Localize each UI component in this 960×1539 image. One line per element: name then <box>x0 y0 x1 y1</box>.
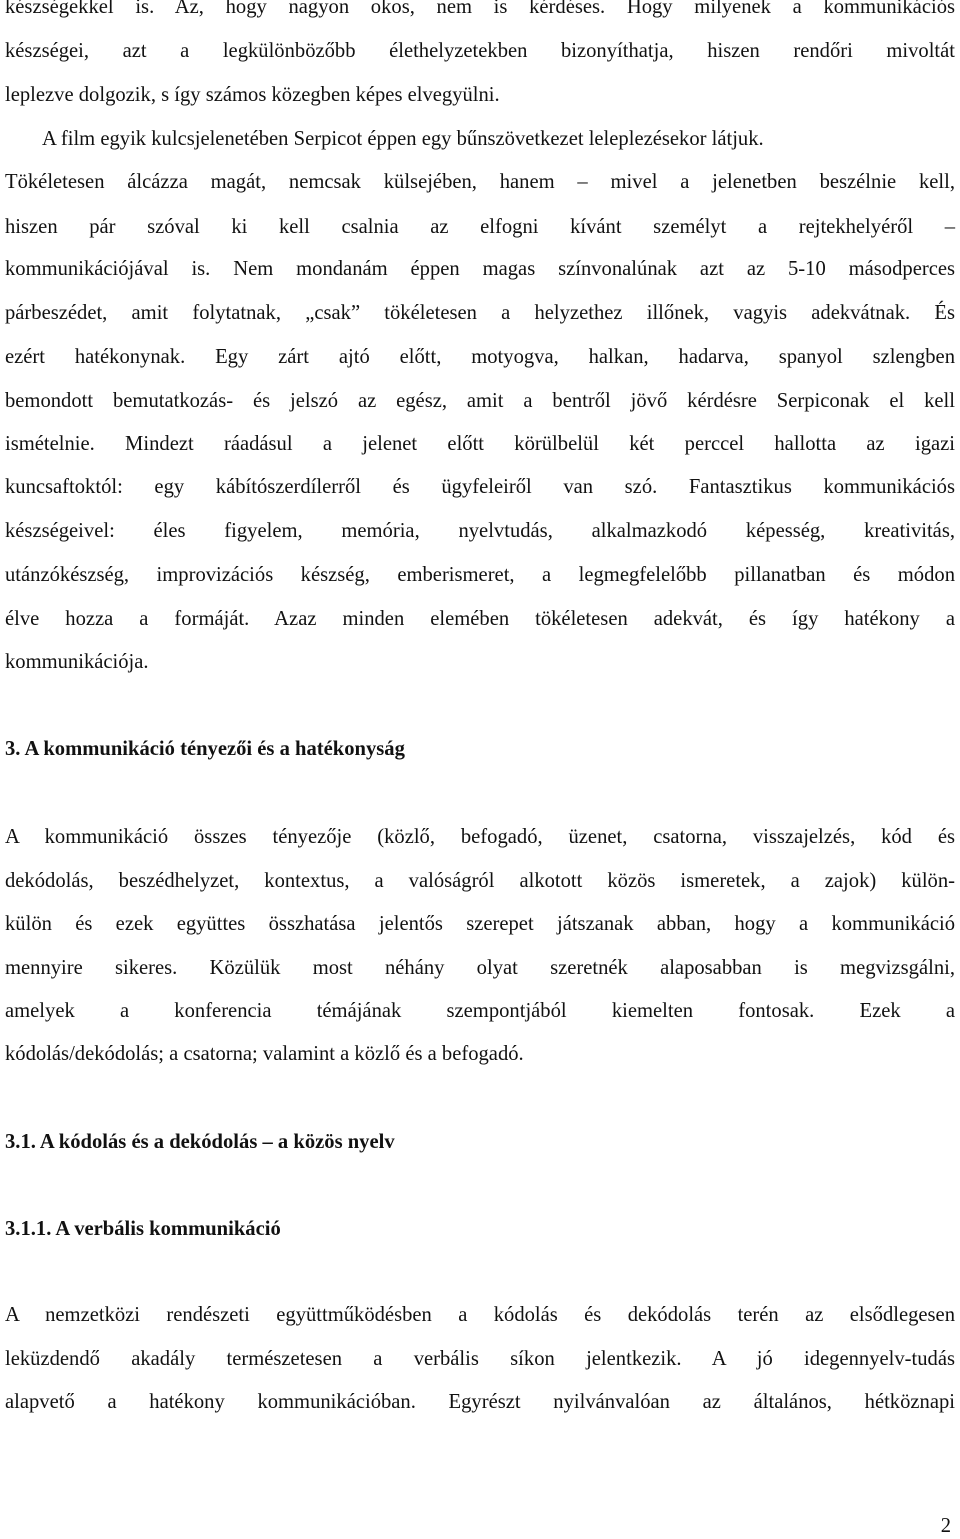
text-line: készségekkel is. Az, hogy nagyon okos, nem is kérdéses. Hogy milyenek a kommunikációs <box>5 0 955 18</box>
section-heading: 3. A kommunikáció tényezői és a hatékonyság <box>5 738 405 760</box>
text-line: kuncsaftoktól: egy kábítószerdílerről és ügyfeleiről van szó. Fantasztikus kommunikációs <box>5 476 955 498</box>
text-line: külön és ezek együttes összhatása jelentős szerepet játszanak abban, hogy a kommunikáció <box>5 913 955 935</box>
text-line: mennyire sikeres. Közülük most néhány olyat szeretnék alaposabban is megvizsgálni, <box>5 957 955 979</box>
page-number: 2 <box>940 1515 951 1537</box>
text-line: A nemzetközi rendészeti együttműködésben a kódolás és dekódolás terén az elsődlegesen <box>5 1304 955 1326</box>
text-line: dekódolás, beszédhelyzet, kontextus, a valóságról alkotott közös ismeretek, a zajok) külön- <box>5 870 955 892</box>
text-line: készségei, azt a legkülönbözőbb élethelyzetekben bizonyíthatja, hiszen rendőri mivoltát <box>5 40 955 62</box>
text-line: leküzdendő akadály természetesen a verbális síkon jelentkezik. A jó idegennyelv-tudás <box>5 1348 955 1370</box>
text-line: készségeivel: éles figyelem, memória, nyelvtudás, alkalmazkodó képesség, kreativitás, <box>5 520 955 542</box>
text-line: utánzókészség, improvizációs készség, emberismeret, a legmegfelelőbb pillanatban és módon <box>5 564 955 586</box>
text-line: élve hozza a formáját. Azaz minden elemében tökéletesen adekvát, és így hatékony a <box>5 608 955 630</box>
text-line: kommunikációjával is. Nem mondanám éppen magas színvonalúnak azt az 5-10 másodperces <box>5 258 955 280</box>
text-line: amelyek a konferencia témájának szempontjából kiemelten fontosak. Ezek a <box>5 1000 955 1022</box>
text-line: hiszen pár szóval ki kell csalnia az elfogni kívánt személyt a rejtekhelyéről – <box>5 216 955 238</box>
text-line: kódolás/dekódolás; a csatorna; valamint a közlő és a befogadó. <box>5 1043 524 1065</box>
subsubsection-heading: 3.1.1. A verbális kommunikáció <box>5 1218 281 1240</box>
text-line: ezért hatékonynak. Egy zárt ajtó előtt, motyogva, halkan, hadarva, spanyol szlengben <box>5 346 955 368</box>
text-line: párbeszédet, amit folytatnak, „csak” tökéletesen a helyzethez illőnek, vagyis adekvátnak. És <box>5 302 955 324</box>
text-line: bemondott bemutatkozás- és jelszó az egész, amit a bentről jövő kérdésre Serpiconak el kell <box>5 390 955 412</box>
text-line: leplezve dolgozik, s így számos közegben képes elvegyülni. <box>5 84 500 106</box>
text-line: A film egyik kulcsjelenetében Serpicot éppen egy bűnszövetkezet leleplezésekor látjuk. <box>42 128 764 150</box>
text-line: ismételnie. Mindezt ráadásul a jelenet előtt körülbelül két perccel hallotta az igazi <box>5 433 955 455</box>
text-line: kommunikációja. <box>5 651 149 673</box>
text-line: alapvető a hatékony kommunikációban. Egyrészt nyilvánvalóan az általános, hétköznapi <box>5 1391 955 1413</box>
text-line: Tökéletesen álcázza magát, nemcsak külsejében, hanem – mivel a jelenetben beszélnie kell, <box>5 171 955 193</box>
text-line: A kommunikáció összes tényezője (közlő, befogadó, üzenet, csatorna, visszajelzés, kód és <box>5 826 955 848</box>
subsection-heading: 3.1. A kódolás és a dekódolás – a közös nyelv <box>5 1131 395 1153</box>
